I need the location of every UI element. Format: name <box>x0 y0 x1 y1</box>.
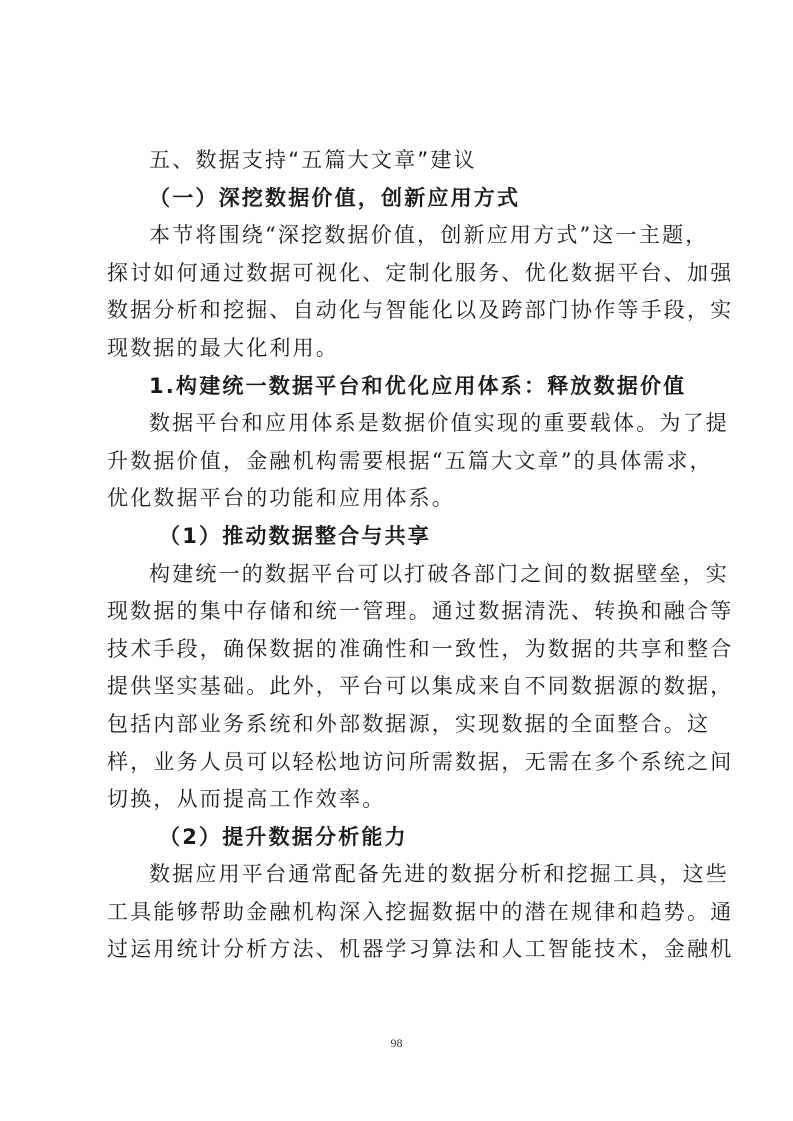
sub2-title: （2）提升数据分析能力 <box>159 824 408 849</box>
sub2-paragraph <box>107 856 734 969</box>
paragraph-line: 切换，从而提高工作效率。 <box>107 787 386 812</box>
paragraph-line: 过运用统计分析方法、机器学习算法和人工智能技术，金融机 <box>107 937 734 962</box>
paragraph-line: 数据平台和应用体系是数据价值实现的重要载体。为了提 <box>149 411 729 436</box>
paragraph-line: 样，业务人员可以轻松地访问所需数据，无需在多个系统之间 <box>107 749 734 774</box>
paragraph-line: 包括内部业务系统和外部数据源，实现数据的全面整合。这 <box>107 711 711 736</box>
item1-paragraph <box>107 405 729 518</box>
paragraph-line: 工具能够帮助金融机构深入挖掘数据中的潜在规律和趋势。通 <box>107 899 734 924</box>
paragraph-line: 数据应用平台通常配备先进的数据分析和挖掘工具，这些 <box>149 862 729 887</box>
intro-paragraph <box>107 217 734 367</box>
paragraph-line: 数据分析和挖掘、自动化与智能化以及跨部门协作等手段，实 <box>107 298 734 323</box>
page-number: 98 <box>390 1036 403 1050</box>
item1-title: 1.构建统一数据平台和优化应用体系：释放数据价值 <box>149 373 687 398</box>
sub1-title: （1）推动数据整合与共享 <box>159 523 432 548</box>
paragraph-line: 技术手段，确保数据的准确性和一致性，为数据的共享和整合 <box>107 636 734 661</box>
paragraph-line: 提供坚实基础。此外，平台可以集成来自不同数据源的数据， <box>107 674 734 699</box>
paragraph-line: 探讨如何通过数据可视化、定制化服务、优化数据平台、加强 <box>107 260 734 285</box>
paragraph-line: 现数据的集中存储和统一管理。通过数据清洗、转换和融合等 <box>107 599 734 624</box>
paragraph-line: 优化数据平台的功能和应用体系。 <box>107 486 455 511</box>
sub1-paragraph <box>107 556 734 819</box>
paragraph-line: 现数据的最大化利用。 <box>107 335 339 360</box>
paragraph-line: 构建统一的数据平台可以打破各部门之间的数据壁垒，实 <box>149 561 729 586</box>
page-content <box>107 142 734 969</box>
subsection-title: （一）深挖数据价值，创新应用方式 <box>149 185 521 210</box>
section-title: 五、数据支持“五篇大文章”建议 <box>149 148 477 172</box>
paragraph-line: 升数据价值，金融机构需要根据“五篇大文章”的具体需求， <box>107 448 713 473</box>
paragraph-line: 本节将围绕“深挖数据价值，创新应用方式”这一主题， <box>149 223 709 248</box>
